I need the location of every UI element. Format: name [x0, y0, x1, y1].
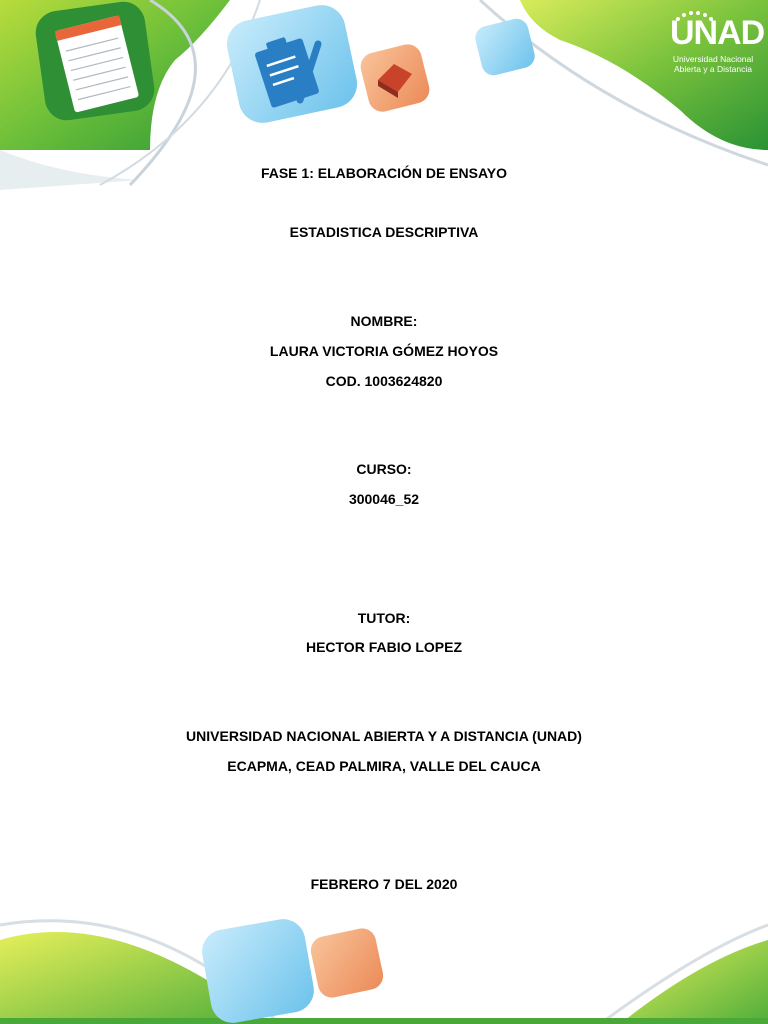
name-label: NOMBRE: — [350, 313, 418, 329]
phase-title: FASE 1: ELABORACIÓN DE ENSAYO — [260, 165, 508, 181]
notepad-icon — [33, 0, 157, 123]
tutor-name: HECTOR FABIO LOPEZ — [305, 639, 463, 655]
unad-logo — [670, 8, 765, 88]
book-icon — [358, 41, 433, 114]
subject-title: ESTADISTICA DESCRIPTIVA — [289, 224, 479, 240]
school-location: ECAPMA, CEAD PALMIRA, VALLE DEL CAUCA — [227, 758, 541, 774]
course-label: CURSO: — [356, 461, 412, 477]
logo-subtitle — [670, 54, 756, 74]
document-date: FEBRERO 7 DEL 2020 — [310, 876, 458, 892]
logo-subtitle-line2: Abierta y a Distancia — [674, 64, 752, 74]
clipboard-icon — [222, 1, 361, 128]
course-code: 300046_52 — [348, 491, 420, 507]
tutor-label: TUTOR: — [357, 610, 411, 626]
student-name: LAURA VICTORIA GÓMEZ HOYOS — [269, 343, 499, 359]
logo-wordmark: UNAD — [670, 14, 765, 52]
student-code: COD. 1003624820 — [325, 373, 443, 389]
university-name: UNIVERSIDAD NACIONAL ABIERTA Y A DISTANCIA (UNAD) — [186, 728, 582, 744]
logo-subtitle-line1: Universidad Nacional — [672, 54, 754, 64]
